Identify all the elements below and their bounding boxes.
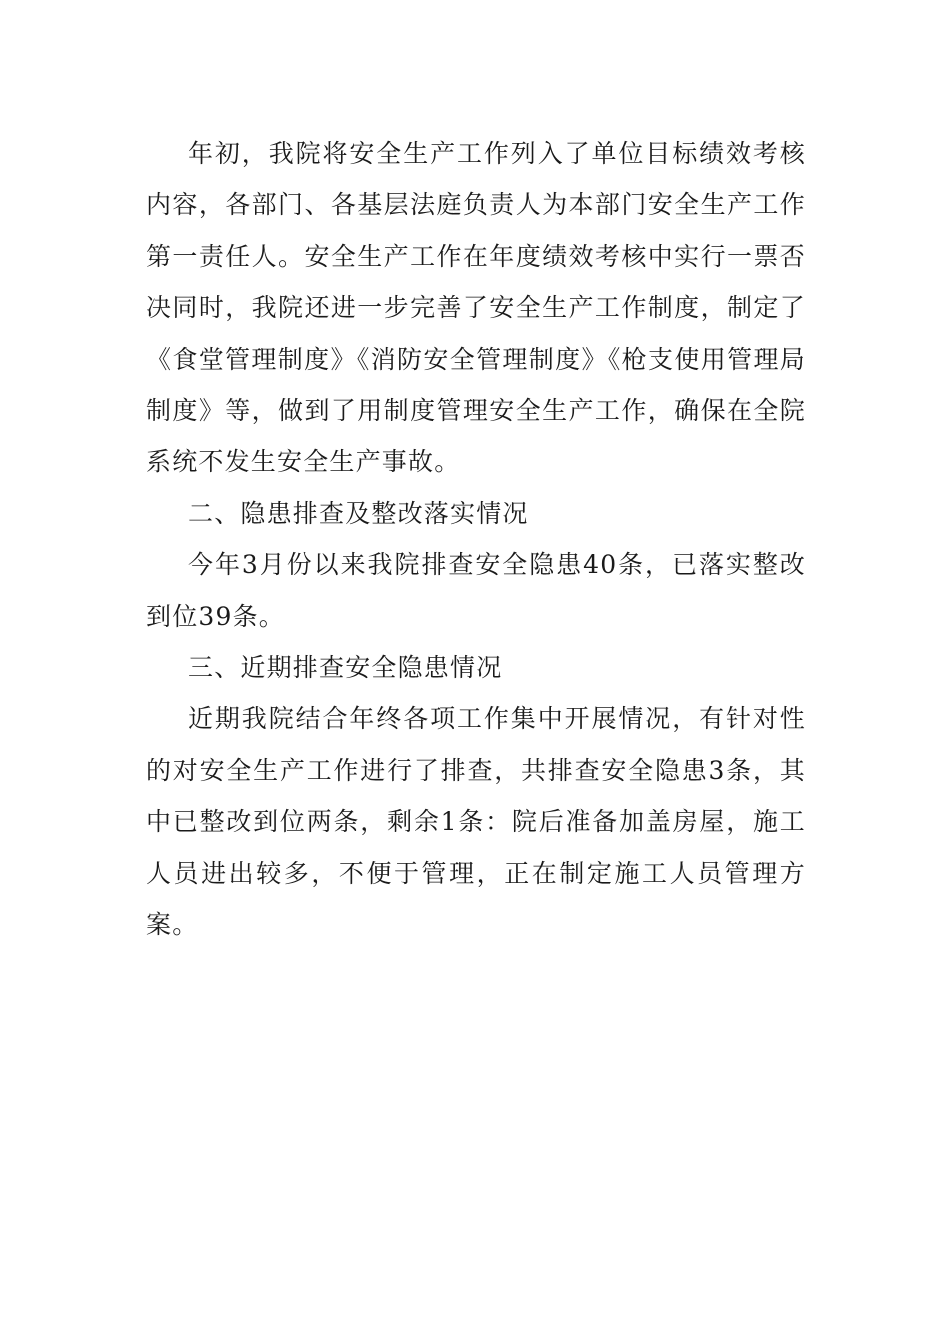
paragraph-recent-hazards: 近期我院结合年终各项工作集中开展情况，有针对性的对安全生产工作进行了排查，共排查安全隐患3条，其中已整改到位两条，剩余1条：院后准备加盖房屋，施工人员进出较多，不便于管理，正在制定施工人员管理方案。 — [146, 704, 806, 940]
section-heading-recent-hazards: 三、近期排查安全隐患情况 — [188, 653, 503, 683]
paragraph-target-assessment: 年初，我院将安全生产工作列入了单位目标绩效考核内容，各部门、各基层法庭负责人为本部门安全生产工作第一责任人。安全生产工作在年度绩效考核中实行一票否决同时，我院还进一步完善了安全生产工作制度，制定了《食堂管理制度》《消防安全管理制度》《枪支使用管理局制度》等，做到了用制度管理安全生产工作，确保在全院系统不发生安全生产事故。 — [146, 139, 806, 477]
section-heading-hazard-rectification: 二、隐患排查及整改落实情况 — [188, 498, 529, 528]
document-body — [146, 128, 806, 951]
paragraph-hazard-count: 今年3月份以来我院排查安全隐患40条，已落实整改到位39条。 — [146, 550, 806, 631]
